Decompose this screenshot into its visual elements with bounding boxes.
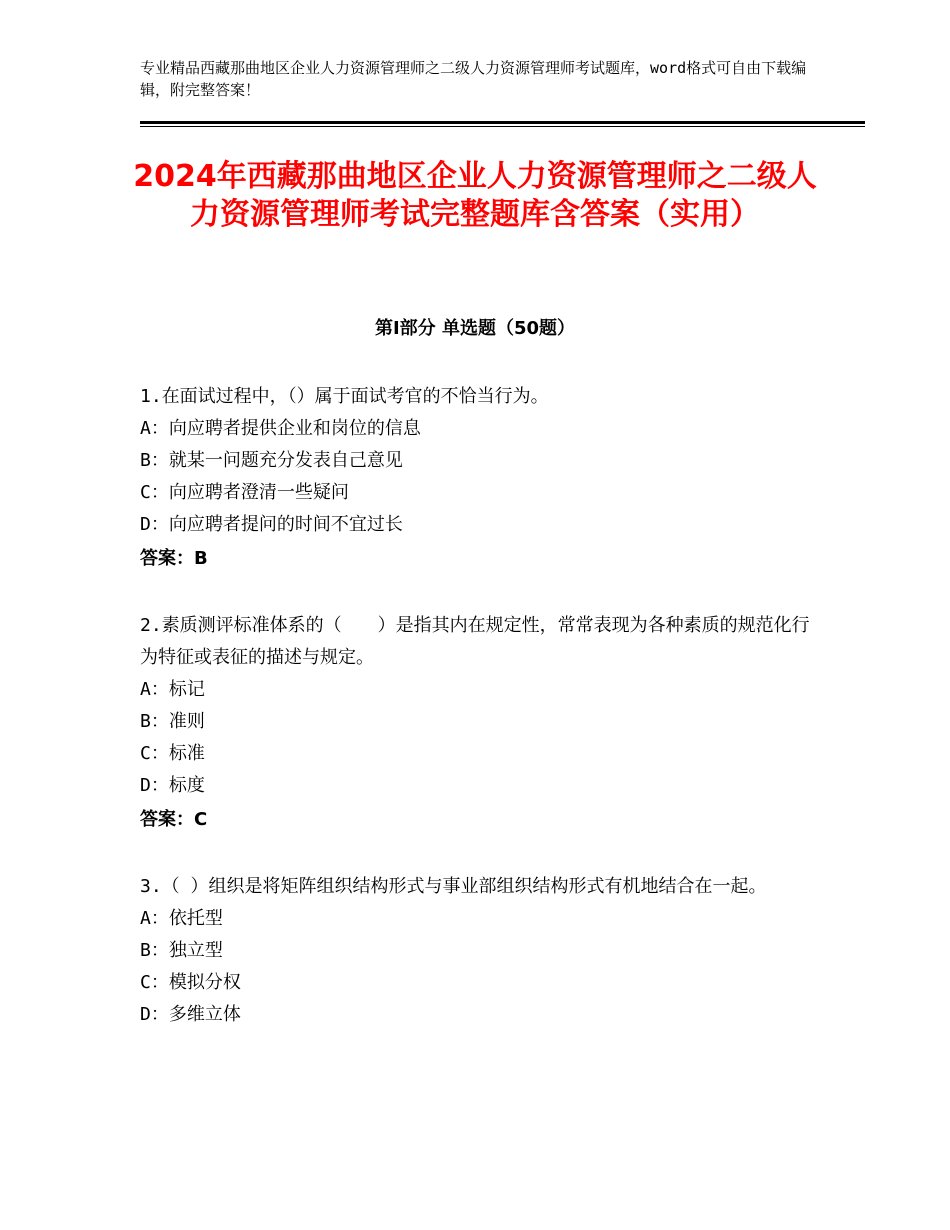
option-list bbox=[140, 413, 820, 541]
header-divider bbox=[140, 121, 865, 124]
option-list bbox=[140, 903, 820, 1031]
option-d: D：标度 bbox=[140, 775, 205, 796]
question-3 bbox=[140, 871, 820, 1031]
question-stem: 1.在面试过程中，（）属于面试考官的不恰当行为。 bbox=[140, 386, 549, 407]
option-c: C：向应聘者澄清一些疑问 bbox=[140, 482, 349, 503]
option-b: B：就某一问题充分发表自己意见 bbox=[140, 450, 403, 471]
question-1 bbox=[140, 381, 820, 577]
answer: 答案：B bbox=[140, 548, 208, 569]
option-list bbox=[140, 674, 820, 802]
answer: 答案：C bbox=[140, 809, 208, 830]
document-title: 2024年西藏那曲地区企业人力资源管理师之二级人力资源管理师考试完整题库含答案（实用） bbox=[133, 159, 817, 232]
option-a: A：向应聘者提供企业和岗位的信息 bbox=[140, 418, 421, 439]
question-stem: 2.素质测评标准体系的（ ）是指其内在规定性，常常表现为各种素质的规范化行为特征或表征的描述与规定。 bbox=[140, 615, 810, 668]
header-note: 专业精品西藏那曲地区企业人力资源管理师之二级人力资源管理师考试题库，word格式可自由下载编辑，附完整答案！ bbox=[140, 59, 807, 99]
option-c: C：标准 bbox=[140, 743, 205, 764]
question-2 bbox=[140, 610, 820, 838]
option-b: B：准则 bbox=[140, 711, 205, 732]
section-title: 第Ⅰ部分 单选题（50题） bbox=[374, 318, 575, 339]
option-d: D：多维立体 bbox=[140, 1004, 241, 1025]
option-a: A：依托型 bbox=[140, 908, 223, 929]
option-b: B：独立型 bbox=[140, 940, 223, 961]
option-c: C：模拟分权 bbox=[140, 972, 241, 993]
option-a: A：标记 bbox=[140, 679, 205, 700]
question-stem: 3.（ ）组织是将矩阵组织结构形式与事业部组织结构形式有机地结合在一起。 bbox=[140, 876, 767, 897]
question-list bbox=[140, 381, 820, 1064]
option-d: D：向应聘者提问的时间不宜过长 bbox=[140, 514, 403, 535]
header-divider-thin bbox=[140, 126, 865, 127]
